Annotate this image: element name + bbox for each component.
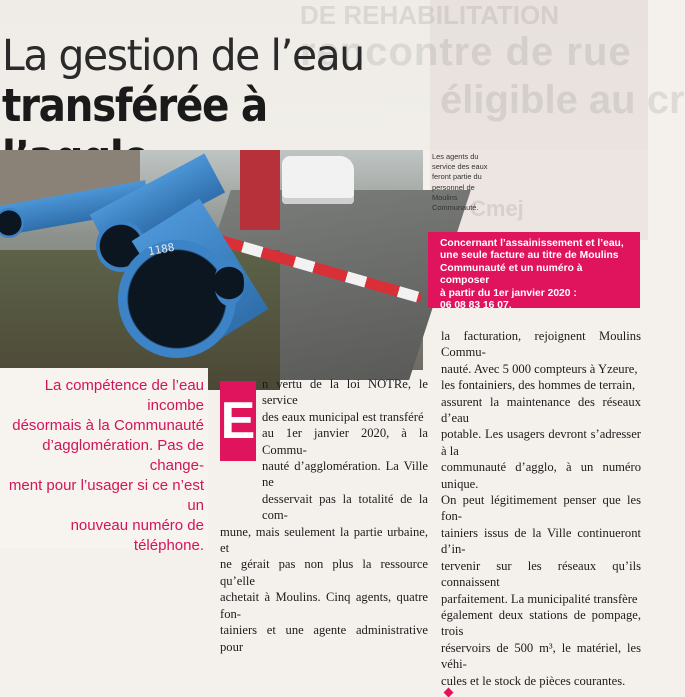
highlight-line: Communauté et un numéro à composer	[440, 262, 583, 287]
body-line: parfaitement. La municipalité transfère	[441, 591, 638, 606]
body-line: mune, mais seulement la partie urbaine, et	[220, 524, 428, 556]
end-of-article-icon	[444, 687, 454, 697]
highlight-box	[428, 232, 640, 312]
body-line: desservait pas la totalité de la com-	[262, 491, 428, 523]
body-column-1	[220, 376, 428, 655]
photo-red-panel	[240, 150, 280, 230]
photo-caption	[432, 152, 514, 213]
body-column-2	[441, 328, 641, 696]
lead-paragraph	[0, 368, 208, 554]
lead-line: d’agglomération. Pas de change-	[42, 437, 204, 474]
lead-line: nouveau numéro de téléphone.	[70, 517, 204, 554]
body-line: communauté d’agglo, à un numéro unique.	[441, 460, 641, 491]
ghost-text-3: éligible au cr	[440, 78, 685, 122]
caption-line: Communauté.	[432, 203, 479, 213]
body-line: n vertu de la loi NOTRe, le service	[262, 377, 428, 408]
body-line: également deux stations de pompage, trois	[441, 607, 641, 639]
highlight-line: une seule facture au titre de Moulins	[440, 250, 619, 262]
ghost-text-1: DE REHABILITATION	[300, 0, 560, 30]
drop-cap: E	[220, 381, 256, 461]
caption-line: personnel de	[432, 182, 475, 192]
body-line: des eaux municipal est transféré	[262, 409, 424, 424]
headline-line-1: La gestion de l’eau	[2, 31, 364, 81]
body-line: On peut légitimement penser que les fon-	[441, 493, 641, 524]
highlight-line: à partir du 1er janvier 2020 :	[440, 287, 577, 299]
headline-line-2: transférée à	[2, 79, 267, 132]
body-line: nauté. Avec 5 000 compteurs à Yzeure,	[441, 361, 638, 376]
body-line: nauté d’agglomération. La Ville ne	[262, 459, 428, 490]
body-line-text: cules et le stock de pièces courantes.	[441, 673, 626, 688]
body-line: tainiers issus de la Ville continueront d’in-	[441, 525, 641, 557]
body-line: assurent la maintenance des réseaux d’eau	[441, 394, 641, 426]
lead-line: désormais à la Communauté	[12, 417, 204, 434]
lead-line: La compétence de l’eau incombe	[44, 377, 204, 414]
pipe-1-end	[0, 208, 24, 238]
photo-van	[282, 156, 354, 204]
caption-line: Moulins	[432, 192, 458, 202]
body-line: les fontainiers, des hommes de terrain,	[441, 378, 636, 393]
body-line-last	[441, 673, 641, 696]
pipe-marking: 1188	[147, 240, 176, 259]
body-line: au 1er janvier 2020, à la Commu-	[262, 426, 428, 457]
body-line: la facturation, rejoignent Moulins Commu-	[441, 329, 641, 360]
caption-line: feront partie du	[432, 172, 482, 182]
photo-water-pipes	[0, 150, 423, 370]
highlight-phone: 06 08 83 16 07.	[440, 300, 512, 312]
body-line: réservoirs de 500 m³, le matériel, les véhi-	[441, 640, 641, 672]
pipe-4-end	[214, 260, 244, 306]
body-line: tainiers et une agente administrative pour	[220, 623, 428, 654]
ghost-text-2: rencontre de rue	[300, 30, 632, 74]
highlight-line: Concernant l’assainissement et l’eau,	[440, 238, 624, 249]
body-line: tervenir sur les réseaux qu’ils connaissent	[441, 558, 641, 590]
body-line: potable. Les usagers devront s’adresser à la	[441, 427, 641, 458]
body-line: ne gérait pas non plus la ressource qu’elle	[220, 557, 428, 588]
caption-line: Les agents du	[432, 152, 479, 161]
lead-line: ment pour l’usager si ce n’est un	[8, 477, 204, 514]
body-line: achetait à Moulins. Cinq agents, quatre fon-	[220, 590, 428, 621]
ghost-text-4: Cmej	[470, 196, 524, 221]
caption-line: service des eaux	[432, 162, 488, 172]
